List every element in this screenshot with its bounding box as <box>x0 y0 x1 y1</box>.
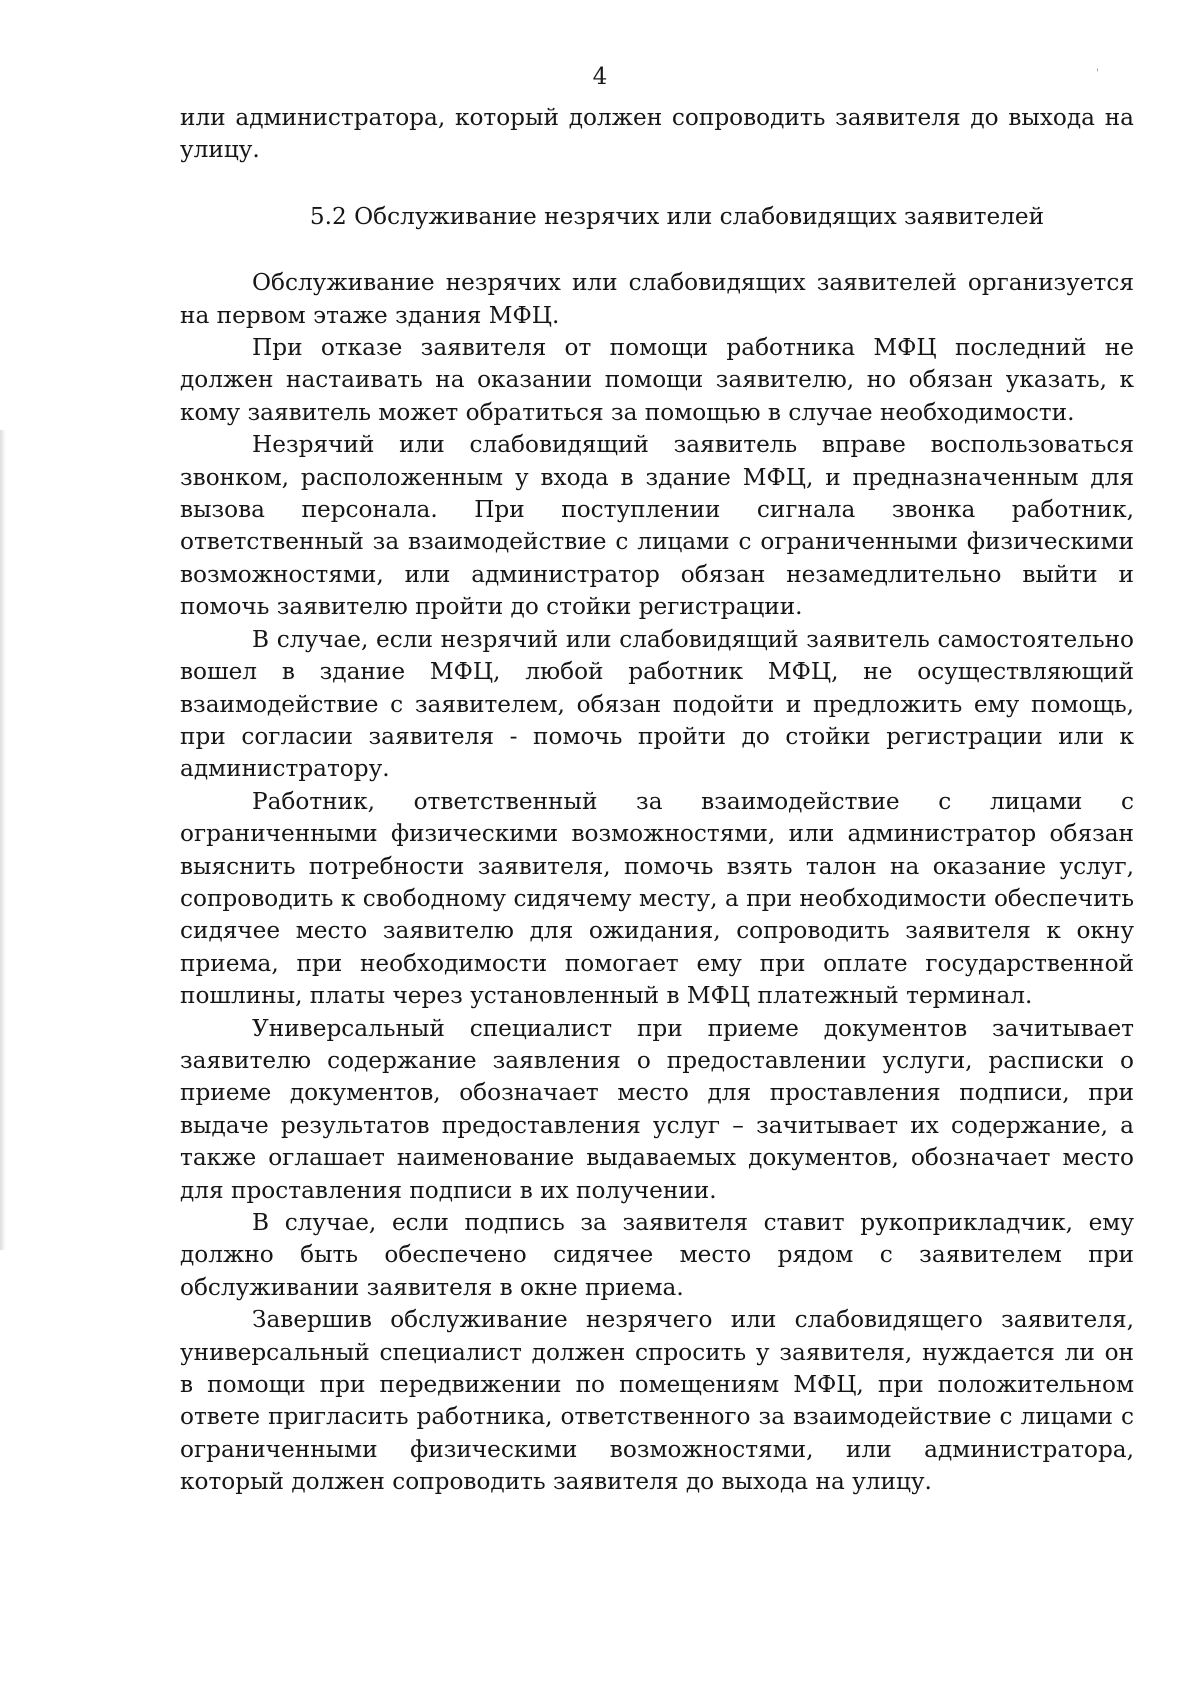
paragraph: При отказе заявителя от помощи работника МФЦ последний не должен настаивать на оказании помощи заявителю, но обязан указать, к кому заявитель может обратиться за помощью в случае необходимости. <box>180 334 1134 426</box>
paragraph: Незрячий или слабовидящий заявитель вправе воспользоваться звонком, расположенным у входа в здание МФЦ, и предназначенным для вызова персонала. При поступлении сигнала звонка работник, ответственный за взаимодействие с лицами с ограниченными физическими возможностями, или администратор обязан незамедлительно выйти и помочь заявителю пройти до стойки регистрации. <box>180 431 1134 621</box>
paragraph: Завершив обслуживание незрячего или слабовидящего заявителя, универсальный специалист должен спросить у заявителя, нуждается ли он в помощи при передвижении по помещениям МФЦ, при положительном ответе пригласить работника, ответственного за взаимодействие с лицами с ограниченными физическими возможностями, или администратора, который должен сопроводить заявителя до выхода на улицу. <box>180 1306 1134 1496</box>
paragraph: В случае, если подпись за заявителя ставит рукоприкладчик, ему должно быть обеспечено сидячее место рядом с заявителем при обслуживании заявителя в окне приема. <box>180 1209 1134 1301</box>
continuation-paragraph: или администратора, который должен сопроводить заявителя до выхода на улицу. <box>180 104 1134 164</box>
paragraph: Работник, ответственный за взаимодействие с лицами с ограниченными физическими возможностями, или администратор обязан выяснить потребности заявителя, помочь взять талон на оказание услуг, сопроводить к свободному сидячему месту, а при необходимости обеспечить сидячее место заявителю для ожидания, сопроводить заявителя к окну приема, при необходимости помогает ему при оплате государственной пошлины, платы через установленный в МФЦ платежный терминал. <box>180 787 1134 1010</box>
scan-edge-shadow <box>0 430 6 1250</box>
corner-mark: ' <box>1096 68 1099 79</box>
paragraph: Универсальный специалист при приеме документов зачитывает заявителю содержание заявления о предоставлении услуги, расписки о приеме документов, обозначает место для проставления подписи, при выдаче результатов предоставления услуг – зачитывает их содержание, а также оглашает наименование выдаваемых документов, обозначает место для проставления подписи в их получении. <box>180 1014 1134 1204</box>
paragraph: Обслуживание незрячих или слабовидящих заявителей организуется на первом этаже здания МФЦ. <box>180 269 1134 329</box>
document-body <box>180 102 1134 1499</box>
page-number: 4 <box>592 64 608 90</box>
paragraph: В случае, если незрячий или слабовидящий заявитель самостоятельно вошел в здание МФЦ, любой работник МФЦ, не осуществляющий взаимодействие с заявителем, обязан подойти и предложить ему помощь, при согласии заявителя - помочь пройти до стойки регистрации или к администратору. <box>180 625 1134 783</box>
section-heading: 5.2 Обслуживание незрячих или слабовидящих заявителей <box>309 202 1045 230</box>
